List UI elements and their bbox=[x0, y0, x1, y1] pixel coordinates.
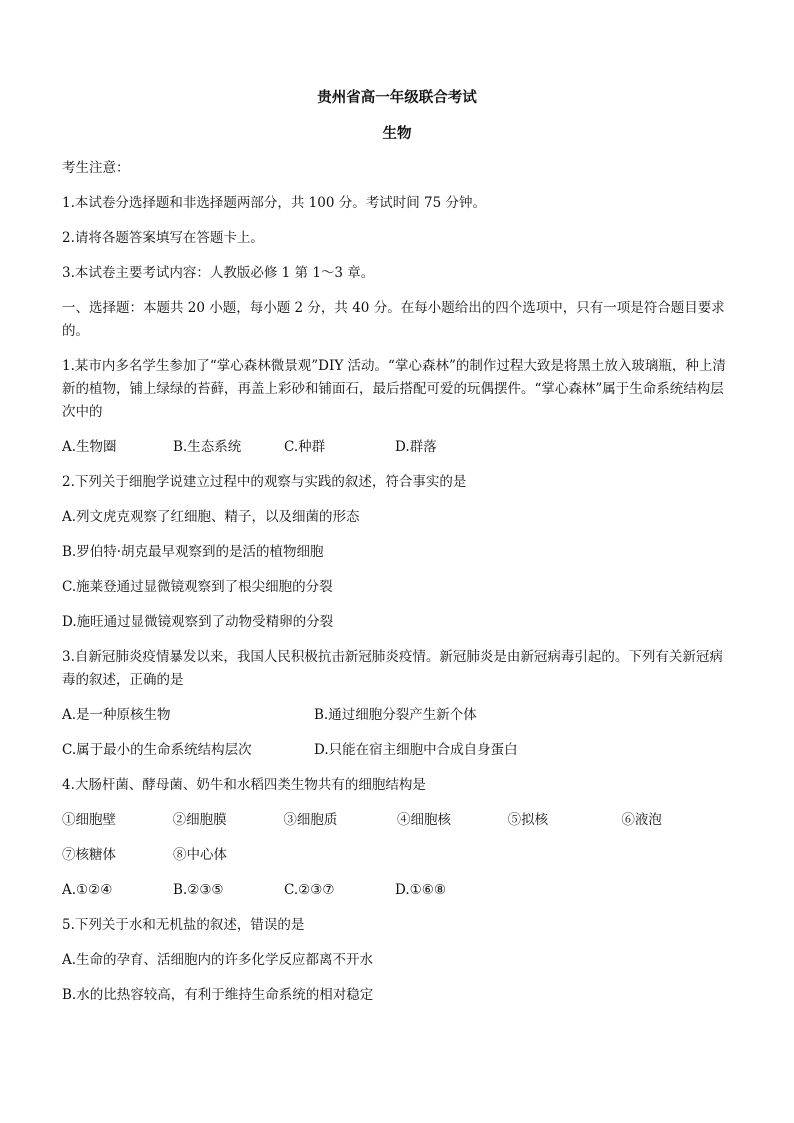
question-4-items-row2 bbox=[62, 844, 732, 867]
list-item: ④细胞核 bbox=[397, 812, 451, 828]
question-4-stem: 4.大肠杆菌、酵母菌、奶牛和水稻四类生物共有的细胞结构是 bbox=[62, 777, 426, 793]
list-item: ⑧中心体 bbox=[173, 847, 227, 863]
question-3-options-row1 bbox=[62, 704, 732, 727]
list-item: ⑥液泡 bbox=[621, 812, 662, 828]
question-4-items-row1 bbox=[62, 809, 732, 832]
list-item: ⑦核糖体 bbox=[62, 847, 116, 863]
option-a: A.生物圈 bbox=[62, 439, 117, 455]
notice-item: 2.请将各题答案填写在答题卡上。 bbox=[62, 230, 264, 246]
option-b: B.②③⑤ bbox=[173, 882, 224, 898]
question-4-options bbox=[62, 879, 732, 902]
option-b: B.生态系统 bbox=[173, 439, 242, 455]
notice-heading: 考生注意： bbox=[62, 160, 130, 176]
option-b: B.罗伯特·胡克最早观察到的是活的植物细胞 bbox=[62, 544, 324, 560]
notice-item: 1.本试卷分选择题和非选择题两部分，共 100 分。考试时间 75 分钟。 bbox=[62, 195, 486, 211]
exam-subject: 生物 bbox=[382, 125, 412, 142]
option-b: B.通过细胞分裂产生新个体 bbox=[314, 707, 477, 723]
option-a: A.生命的孕育、活细胞内的许多化学反应都离不开水 bbox=[62, 952, 374, 968]
question-1-stem: 1.某市内多名学生参加了“掌心森林微景观”DIY 活动。“掌心森林”的制作过程大致是将黑土放入玻璃瓶，种上清新的植物，铺上绿绿的苔藓，再盖上彩砂和铺面石，最后搭配可爱的玩偶摆件。“掌心森林”属于生命系统结构层次中的 bbox=[62, 358, 726, 420]
question-1-options bbox=[62, 436, 732, 459]
exam-page bbox=[62, 88, 732, 1007]
question-5-stem: 5.下列关于水和无机盐的叙述，错误的是 bbox=[62, 917, 305, 933]
list-item: ①细胞壁 bbox=[62, 812, 116, 828]
list-item: ⑤拟核 bbox=[507, 812, 549, 828]
question-2-stem: 2.下列关于细胞学说建立过程中的观察与实践的叙述，符合事实的是 bbox=[62, 474, 467, 490]
list-item: ②细胞膜 bbox=[172, 812, 227, 828]
option-a: A.是一种原核生物 bbox=[62, 707, 171, 723]
notice-item: 3.本试卷主要考试内容：人教版必修 1 第 1～3 章。 bbox=[62, 265, 375, 281]
option-c: C.种群 bbox=[284, 439, 326, 455]
option-a: A.①②④ bbox=[62, 882, 113, 898]
option-d: D.只能在宿主细胞中合成自身蛋白 bbox=[314, 742, 518, 758]
exam-title: 贵州省高一年级联合考试 bbox=[317, 89, 477, 106]
question-3-options-row2 bbox=[62, 739, 732, 762]
option-d: D.群落 bbox=[395, 439, 437, 455]
option-d: D.①⑥⑧ bbox=[395, 882, 446, 898]
option-b: B.水的比热容较高，有利于维持生命系统的相对稳定 bbox=[62, 987, 374, 1003]
option-d: D.施旺通过显微镜观察到了动物受精卵的分裂 bbox=[62, 614, 334, 630]
option-c: C.②③⑦ bbox=[284, 882, 335, 898]
option-a: A.列文虎克观察了红细胞、精子，以及细菌的形态 bbox=[62, 509, 360, 525]
option-c: C.施莱登通过显微镜观察到了根尖细胞的分裂 bbox=[62, 579, 333, 595]
section-heading: 一、选择题：本题共 20 小题，每小题 2 分，共 40 分。在每小题给出的四个选项中，只有一项是符合题目要求的。 bbox=[62, 300, 725, 339]
option-c: C.属于最小的生命系统结构层次 bbox=[62, 742, 252, 758]
question-3-stem: 3.自新冠肺炎疫情暴发以来，我国人民积极抗击新冠肺炎疫情。新冠肺炎是由新冠病毒引起的。下列有关新冠病毒的叙述，正确的是 bbox=[62, 649, 723, 688]
list-item: ③细胞质 bbox=[283, 812, 338, 828]
